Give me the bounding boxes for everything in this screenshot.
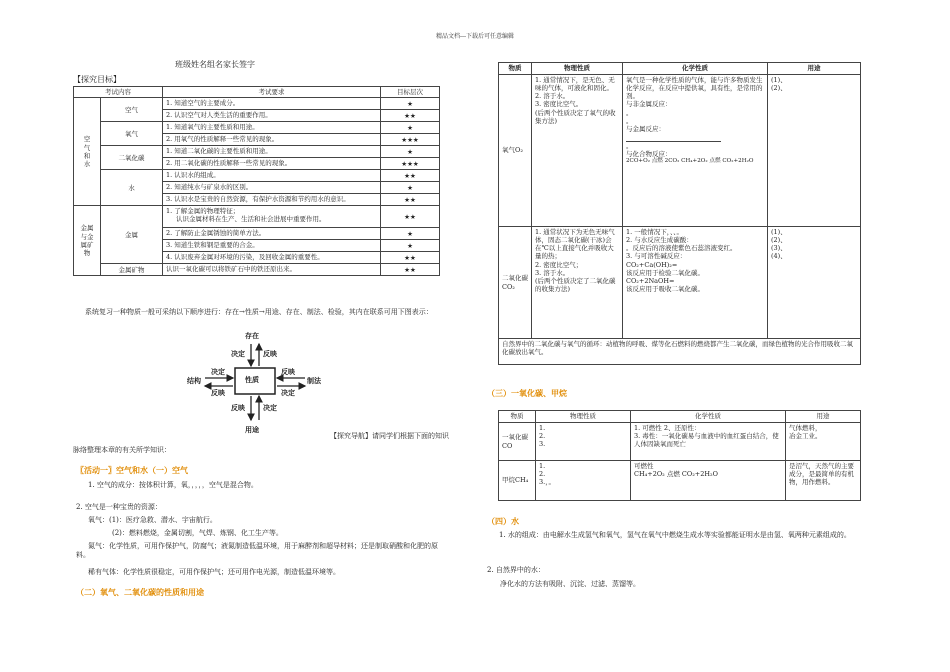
water-purification: 净化水的方法有吸附、沉淀、过滤、蒸馏等。 — [500, 580, 640, 588]
node-structure: 结构 — [187, 377, 201, 385]
group-metal: 金属与金属矿物 — [74, 206, 101, 276]
natural-water: 2. 自然界中的水： — [487, 566, 545, 574]
node-property: 性质 — [245, 376, 259, 384]
o2-chemical: 氧气是一种化学性质的气体，能与许多物质发生化学反应，在反应中提供氧，具有性，是常用的剂。 与非金属反应： 。 。 与金属反应： 。 与化合物反应： 2CO+O₂ 点燃 2CO₂ CH₄+2O₂ 点燃 CO₂+2H₂O — [623, 75, 768, 227]
col-content: 考试内容 — [74, 87, 163, 98]
co-ch4-table — [498, 410, 861, 501]
co-physical: 1. 2. 3. — [536, 423, 631, 461]
group-air-water: 空气和水 — [74, 98, 101, 206]
label-decide: 决定 — [281, 389, 295, 397]
section-3-title: （三）一氧化碳、甲烷 — [487, 389, 567, 398]
goal-table — [73, 86, 440, 276]
ch4-use: 是沼气，天然气的主要成分，是最简单的有机物，用作燃料。 — [786, 461, 861, 501]
substance-ch4: 甲烷CH₄ — [499, 461, 536, 501]
req-row: 2. 认识空气对人类生活的重要作用。 — [163, 110, 381, 122]
air-resource: 2. 空气是一种宝贵的资源： — [76, 503, 162, 511]
activity-title: 〖活动一〗空气和水（一）空气 — [76, 466, 188, 475]
node-use: 用途 — [245, 426, 259, 434]
req-row: 3. 知道生铁和钢是重要的合金。 — [163, 240, 381, 252]
sub-oxygen: 氧气 — [101, 122, 163, 146]
col-use: 用途 — [768, 63, 861, 75]
label-reflect: 反映 — [211, 389, 225, 397]
water-composition: 1. 水的组成：由电解水生成氢气和氧气，氢气在氧气中燃烧生成水等实验都能证明水是由氢、氧两种元素组成的。 — [499, 531, 851, 539]
req-row: 1. 知道空气的主要成分。 — [163, 98, 381, 110]
level: ★★ — [381, 264, 440, 276]
level: ★★ — [381, 170, 440, 182]
sub-air: 空气 — [101, 98, 163, 122]
oxygen-use-2: (2)：燃料燃烧，金属切割，气焊、炼钢、化工生产等。 — [112, 529, 283, 537]
col-substance: 物质 — [499, 63, 532, 75]
label-reflect: 反映 — [281, 368, 295, 376]
col-chemical: 化学性质 — [623, 63, 768, 75]
level: ★★ — [381, 206, 440, 228]
co-chemical: 1. 可燃性 2、还原性： 3. 毒性：一氧化碳易与血液中的血红蛋白结合，使人体因缺氧而死亡 — [631, 423, 786, 461]
req-row: 认识一氧化碳可以将铁矿石中的铁还原出来。 — [163, 264, 381, 276]
o2-use: (1)、 (2)、 — [768, 75, 861, 227]
guide-text: 【探究导航】请同学们根据下面的知识 — [330, 432, 449, 440]
req-row: 1. 知道二氧化碳的主要性质和用途。 — [163, 146, 381, 158]
level: ★ — [381, 240, 440, 252]
node-preparation: 制法 — [307, 377, 321, 385]
co2-chemical: 1. 一般情况下，、、。 2. 与水反应生成碳酸： 。反应后的溶液使紫色石蕊溶液变红。 3. 与可溶性碱反应： CO₂+Ca(OH)₂= 该反应用于检验二氧化碳。 CO₂+2NaOH= 该反应用于吸收二氧化碳。 — [623, 227, 768, 339]
sub-water: 水 — [101, 170, 163, 206]
req-row: 4. 认识废弃金属对环境的污染，及回收金属的重要性。 — [163, 252, 381, 264]
level: ★★★ — [381, 158, 440, 170]
label-decide: 决定 — [211, 368, 225, 376]
level: ★ — [381, 122, 440, 134]
sub-ore: 金属矿物 — [101, 264, 163, 276]
col-substance: 物质 — [499, 411, 536, 423]
level: ★ — [381, 228, 440, 240]
label-reflect: 反映 — [263, 350, 277, 358]
req-row: 2. 用二氧化碳的性质解释一些常见的现象。 — [163, 158, 381, 170]
relationship-diagram — [185, 330, 335, 440]
level: ★★ — [381, 194, 440, 206]
guide-text-2: 脉络整理本章的有关所学知识： — [73, 446, 171, 454]
substance-co: 一氧化碳CO — [499, 423, 536, 461]
label-decide: 决定 — [263, 404, 277, 412]
req-row: 2. 了解防止金属锈蚀的简单方法。 — [163, 228, 381, 240]
ch4-physical: 1. 2. 3.，。 — [536, 461, 631, 501]
sub-metal: 金属 — [101, 206, 163, 264]
level: ★★ — [381, 252, 440, 264]
sub-co2: 二氧化碳 — [101, 146, 163, 170]
level: ★ — [381, 182, 440, 194]
nitrogen-use: 氮气：化学性质，可用作保护气，防腐气；液氮制造低温环境，用于麻醉剂和超导材料；还是制取硝酸和化肥的原料。 — [76, 542, 438, 559]
label-reflect: 反映 — [231, 404, 245, 412]
air-composition: 1. 空气的成分：按体积计算，氧，，，，，空气是混合物。 — [88, 481, 258, 489]
col-requirement: 考试要求 — [163, 87, 381, 98]
page-header: 精品文档---下载后可任意编辑 — [435, 33, 515, 40]
o2-co2-table — [498, 62, 861, 365]
substance-o2: 氧气O₂ — [499, 75, 532, 227]
req-row: 1. 认识水的组成。 — [163, 170, 381, 182]
level: ★ — [381, 146, 440, 158]
co-use: 气体燃料， 冶金工业。 — [786, 423, 861, 461]
goal-title: 【探究目标】 — [73, 75, 121, 84]
ch4-chemical: 可燃性 CH₄+2O₂ 点燃 CO₂+2H₂O — [631, 461, 786, 501]
oxygen-use-1: 氧气：(1)：医疗急救、潜水、宇宙航行。 — [88, 516, 217, 524]
level: ★ — [381, 98, 440, 110]
level: ★★★ — [381, 134, 440, 146]
col-level: 目标层次 — [381, 87, 440, 98]
col-chemical: 化学性质 — [631, 411, 786, 423]
req-row: 1. 知道氧气的主要性质和用途。 — [163, 122, 381, 134]
section-2-title: （二）氧气、二氧化碳的性质和用途 — [76, 588, 204, 597]
col-physical: 物理性质 — [532, 63, 623, 75]
req-row: 2. 用氧气的性质解释一些常见的现象。 — [163, 134, 381, 146]
level: ★★ — [381, 110, 440, 122]
o2-physical: 1. 通常情况下，是无色、无味的气体，可液化和固化。 2. 溶于水。 3. 密度比空气。 (后两个性质决定了氧气的收集方法) — [532, 75, 623, 227]
col-physical: 物理性质 — [536, 411, 631, 423]
carbon-cycle-note: 自然界中的二氧化碳与氧气的循环：动植物的呼吸、煤等化石燃料的燃烧都产生二氧化碳，而绿色植物的光合作用吸收二氧化碳放出氧气。 — [499, 339, 861, 365]
section-4-title: （四）水 — [487, 517, 519, 526]
co2-use: (1)、 (2)、 (3)、 (4)、 — [768, 227, 861, 339]
req-row: 1. 了解金属的物理特征； 认识金属材料在生产、生活和社会进展中重要作用。 — [163, 206, 381, 228]
node-existence: 存在 — [245, 332, 259, 340]
req-row: 2. 知道纯水与矿泉水的区别。 — [163, 182, 381, 194]
noble-gas-use: 稀有气体：化学性质很稳定，可用作保护气；还可用作电光源，制造低温环境等。 — [88, 568, 340, 576]
col-use: 用途 — [786, 411, 861, 423]
label-decide: 决定 — [231, 350, 245, 358]
co2-physical: 1. 通常状况下为无色无味气体，固态二氧化碳(干冰)会在℃以上直接气化并吸收大量的热； 2. 密度比空气； 3. 溶于水。 (后两个性质决定了二氧化碳的收集方法) — [532, 227, 623, 339]
req-row: 3. 认识水是宝贵的自然资源，有保护水资源和节约用水的意识。 — [163, 194, 381, 206]
substance-co2: 二氧化碳CO₂ — [499, 227, 532, 339]
review-paragraph: 系统复习一种物质一般可采纳以下顺序进行：存在→性质→用途、存在、制法、检验，其内在联系可用下图表示： — [85, 308, 433, 316]
class-info-line: 班级姓名组名家长签字 — [175, 60, 255, 69]
